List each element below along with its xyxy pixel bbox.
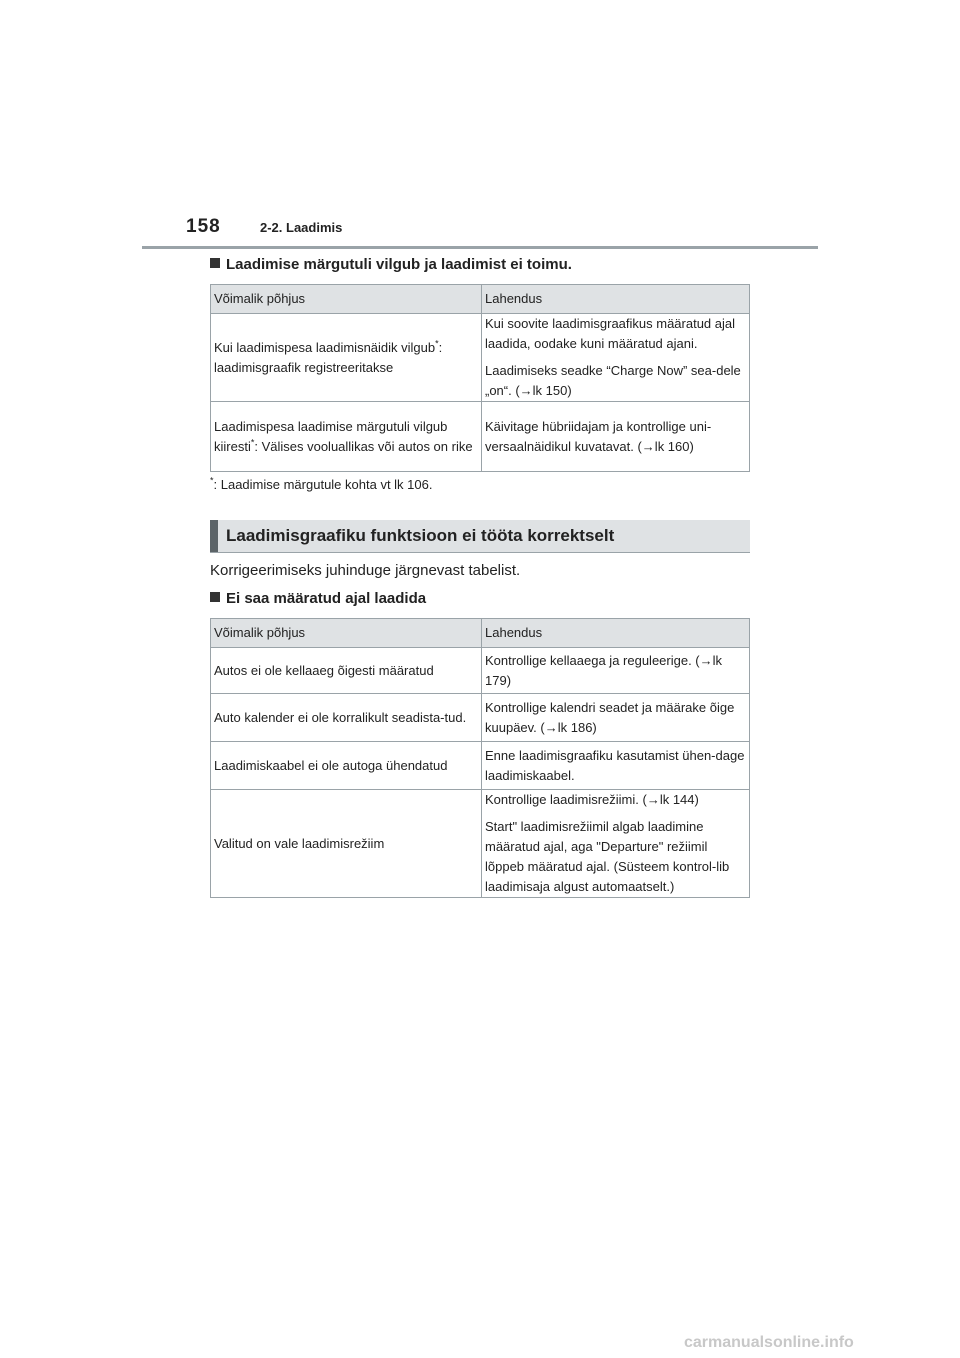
footnote: *: Laadimise märgutule kohta vt lk 106.	[210, 475, 433, 492]
section-label: 2-2. Laadimis	[260, 220, 343, 235]
troubleshooting-table-2	[210, 618, 750, 898]
table-row	[211, 742, 750, 790]
section-banner	[210, 520, 750, 553]
solution-cell: Kontrollige kalendri seadet ja määrake õige kuupäev. (→lk 186)	[482, 694, 750, 742]
header-cause: Võimalik põhjus	[211, 285, 482, 314]
square-bullet-icon	[210, 592, 220, 602]
page-header	[142, 212, 818, 249]
cause-cell: Autos ei ole kellaaeg õigesti määratud	[211, 648, 482, 694]
banner-accent-bar	[210, 520, 218, 552]
header-solution: Lahendus	[482, 285, 750, 314]
cause-cell: Valitud on vale laadimisrežiim	[211, 790, 482, 898]
solution-cell: Käivitage hübriidajam ja kontrollige uni-versaalnäidikul kuvatavat. (→lk 160)	[482, 402, 750, 472]
table-row	[211, 402, 750, 472]
solution-cell: Kontrollige laadimisrežiimi. (→lk 144) Start" laadimisrežiimil algab laadimine määratud ajal, aga "Departure" režiimil lõppeb määratud ajal. (Süsteem kontrol-lib laadimisaja algust automaatselt.)	[482, 790, 750, 898]
header-cause: Võimalik põhjus	[211, 619, 482, 648]
page-number: 158	[186, 216, 221, 237]
cause-cell: Laadimiskaabel ei ole autoga ühendatud	[211, 742, 482, 790]
cause-cell: Kui laadimispesa laadimisnäidik vilgub*: laadimisgraafik registreeritakse	[211, 314, 482, 402]
cause-cell: Auto kalender ei ole korralikult seadista-tud.	[211, 694, 482, 742]
table-row	[211, 790, 750, 898]
solution-cell: Kui soovite laadimisgraafikus määratud ajal laadida, oodake kuni määratud ajani. Laadimiseks seadke “Charge Now” sea-dele „on“. (→lk 150)	[482, 314, 750, 402]
table-row	[211, 694, 750, 742]
troubleshooting-table-1	[210, 284, 750, 472]
table-row	[211, 314, 750, 402]
table-row	[211, 648, 750, 694]
solution-cell: Kontrollige kellaaega ja reguleerige. (→lk 179)	[482, 648, 750, 694]
intro-text: Korrigeerimiseks juhinduge järgnevast tabelist.	[210, 562, 521, 579]
cause-cell: Laadimispesa laadimise märgutuli vilgub kiiresti*: Välises vooluallikas või autos on rike	[211, 402, 482, 472]
solution-cell: Enne laadimisgraafiku kasutamist ühen-dage laadimiskaabel.	[482, 742, 750, 790]
table-header-row	[211, 285, 750, 314]
watermark: carmanualsonline.info	[684, 1334, 854, 1351]
header-solution: Lahendus	[482, 619, 750, 648]
square-bullet-icon	[210, 258, 220, 268]
banner-title: Laadimisgraafiku funktsioon ei tööta korrektselt	[226, 526, 615, 545]
subsection-title-1: Laadimise märgutuli vilgub ja laadimist ei toimu.	[210, 256, 572, 273]
table-header-row	[211, 619, 750, 648]
subsection-title-2: Ei saa määratud ajal laadida	[210, 590, 426, 607]
